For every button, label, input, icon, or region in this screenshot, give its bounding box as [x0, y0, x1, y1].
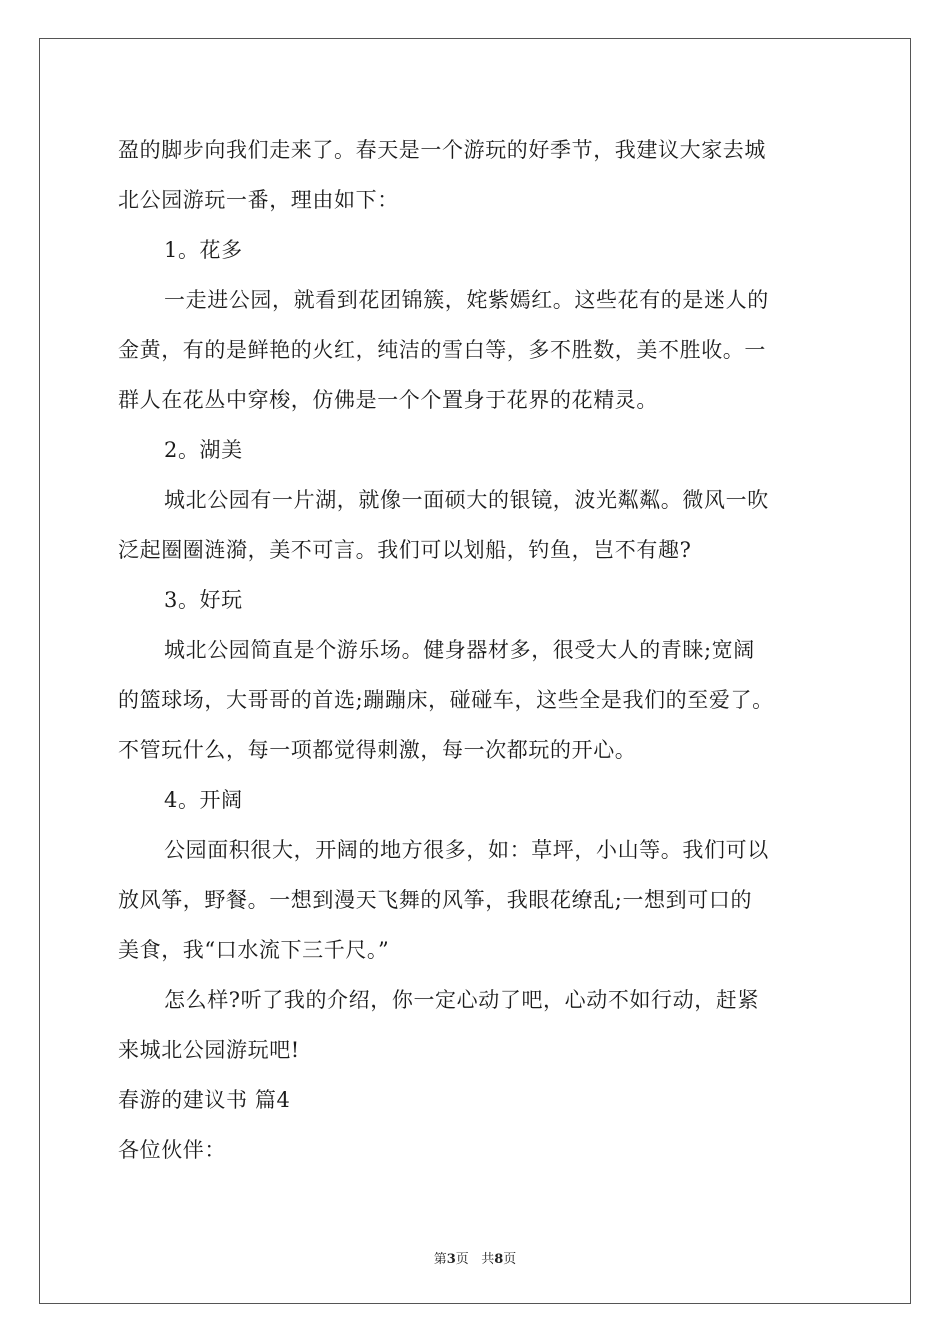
page-prefix: 第	[433, 1252, 447, 1267]
body-text-line: 美食，我“口水流下三千尺。”	[118, 938, 390, 962]
body-text-line: 盈的脚步向我们走来了。春天是一个游玩的好季节，我建议大家去城	[118, 138, 766, 162]
total-page-number: 8	[494, 1252, 504, 1267]
section-heading-lake: 2。湖美	[164, 438, 243, 462]
body-text-line: 泛起圈圈涟漪，美不可言。我们可以划船，钓鱼，岂不有趣?	[118, 538, 692, 562]
body-text-line: 北公园游玩一番，理由如下：	[118, 188, 399, 212]
body-text-line: 群人在花丛中穿梭，仿佛是一个个置身于花界的花精灵。	[118, 388, 658, 412]
body-text-line: 不管玩什么，每一项都觉得刺激，每一次都玩的开心。	[118, 738, 637, 762]
page-suffix: 页	[503, 1252, 517, 1267]
section-heading-fun: 3。好玩	[164, 588, 243, 612]
body-text-line: 放风筝，野餐。一想到漫天飞舞的风筝，我眼花缭乱;一想到可口的	[118, 888, 753, 912]
body-text-line: 金黄，有的是鲜艳的火红，纯洁的雪白等，多不胜数，美不胜收。一	[118, 338, 766, 362]
body-text-line: 的篮球场，大哥哥的首选;蹦蹦床，碰碰车，这些全是我们的至爱了。	[118, 688, 774, 712]
page-footer	[0, 1248, 950, 1267]
body-text-line: 来城北公园游玩吧!	[118, 1038, 300, 1062]
body-text-line: 怎么样?听了我的介绍，你一定心动了吧，心动不如行动，赶紧	[164, 988, 760, 1012]
article-title: 春游的建议书 篇4	[118, 1088, 291, 1112]
page-mid-text: 页 共	[455, 1252, 495, 1267]
page-border	[39, 38, 911, 1304]
salutation: 各位伙伴：	[118, 1138, 226, 1162]
body-text-line: 公园面积很大，开阔的地方很多，如：草坪，小山等。我们可以	[164, 838, 769, 862]
current-page-number: 3	[446, 1252, 456, 1267]
body-text-line: 一走进公园，就看到花团锦簇，姹紫嫣红。这些花有的是迷人的	[164, 288, 769, 312]
section-heading-open: 4。开阔	[164, 788, 243, 812]
body-text-line: 城北公园简直是个游乐场。健身器材多，很受大人的青睐;宽阔	[164, 638, 755, 662]
section-heading-flowers: 1。花多	[164, 238, 243, 262]
body-text-line: 城北公园有一片湖，就像一面硕大的银镜，波光粼粼。微风一吹	[164, 488, 769, 512]
